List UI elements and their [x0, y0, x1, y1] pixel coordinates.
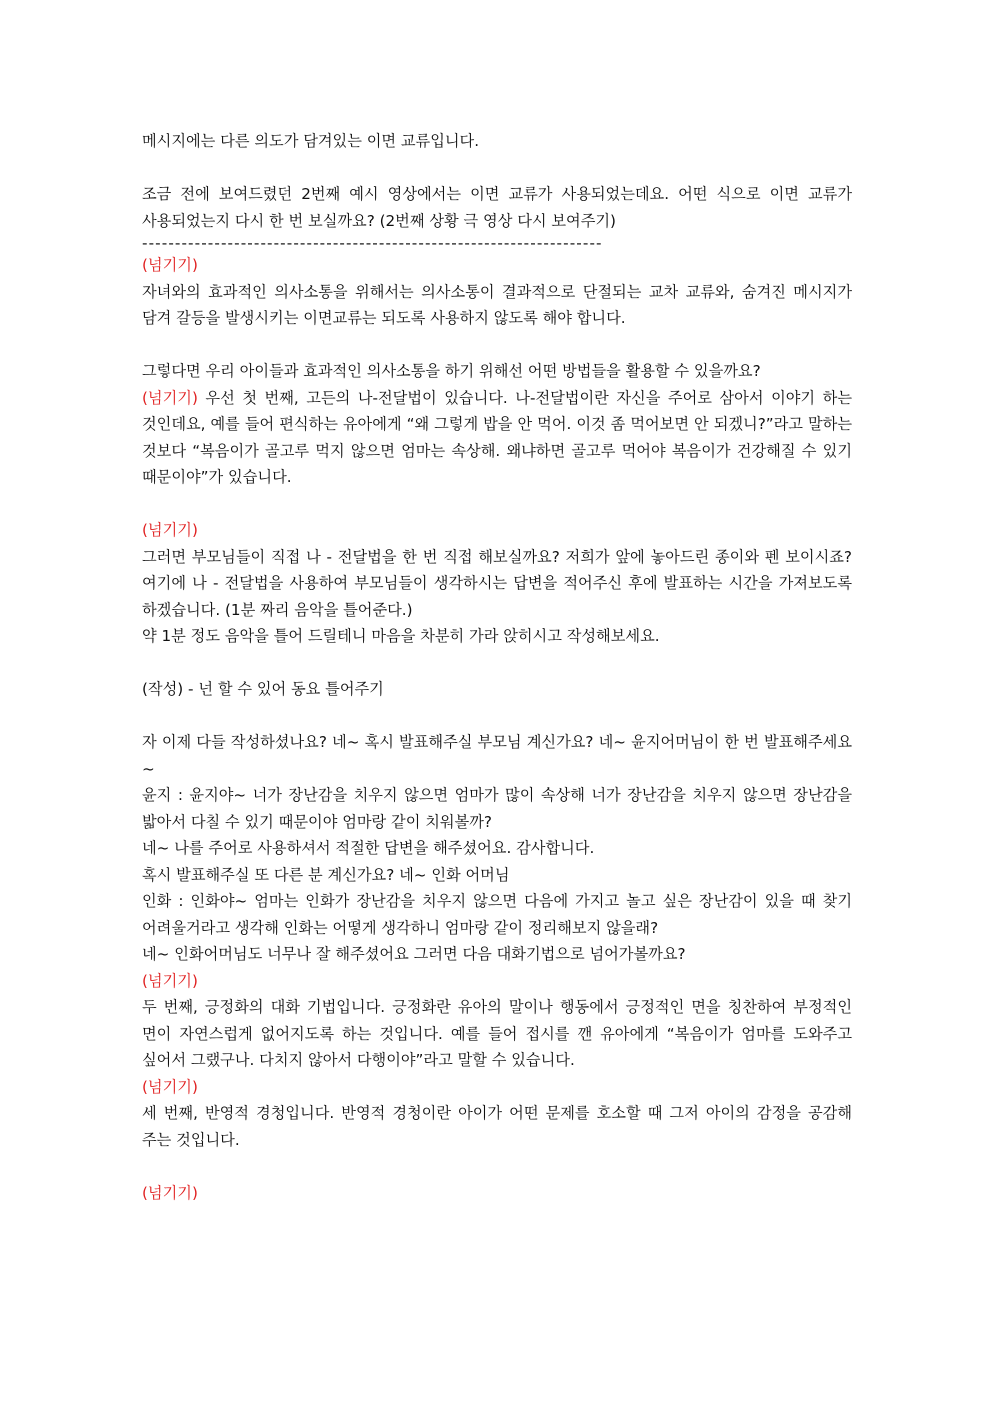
paragraph: 네~ 인화어머님도 너무나 잘 해주셨어요 그러면 다음 대화기법으로 넘어가볼까요?	[142, 945, 686, 963]
paragraph: 인화 : 인화야~ 엄마는 인화가 장난감을 치우지 않으면 다음에 가지고 놀고 싶은 장난감이 있을 때 찾기 어려울거라고 생각해 인화는 어떻게 생각하니 엄마랑 같이 정리해보지 않을래?	[142, 892, 852, 937]
paragraph: 혹시 발표해주실 또 다른 분 계신가요? 네~ 인화 어머님	[142, 865, 510, 884]
paragraph: 자녀와의 효과적인 의사소통을 위해서는 의사소통이 결과적으로 단절되는 교차 교류와, 숨겨진 메시지가 담겨 갈등을 발생시키는 이면교류는 되도록 사용하지 않도록 해야 합니다.	[142, 282, 852, 327]
slide-cue: (넘기기)	[142, 521, 198, 539]
paragraph	[142, 385, 852, 491]
paragraph: 자 이제 다들 작성하셨나요? 네~ 혹시 발표해주실 부모님 계신가요? 네~ 윤지어머님이 한 번 발표해주세요~	[142, 733, 852, 778]
divider-line: ----------------------------------------------------------------------	[142, 234, 603, 252]
paragraph: 네~ 나를 주어로 사용하셔서 적절한 답변을 해주셨어요. 감사합니다.	[142, 839, 595, 857]
slide-cue: (넘기기)	[142, 1183, 198, 1202]
slide-cue: (넘기기)	[142, 1077, 198, 1096]
paragraph: (작성) - 넌 할 수 있어 동요 틀어주기	[142, 680, 384, 698]
paragraph: 약 1분 정도 음악을 틀어 드릴테니 마음을 차분히 가라 앉히시고 작성해보세요.	[142, 627, 660, 645]
paragraph: 그렇다면 우리 아이들과 효과적인 의사소통을 하기 위해선 어떤 방법들을 활용할 수 있을까요?	[142, 362, 761, 380]
document-page	[142, 128, 852, 1206]
slide-cue: (넘기기)	[142, 971, 198, 990]
paragraph: 윤지 : 윤지야~ 너가 장난감을 치우지 않으면 엄마가 많이 속상해 너가 장난감을 치우지 않으면 장난감을 밟아서 다칠 수 있기 때문이야 엄마랑 같이 치워볼까?	[142, 786, 852, 831]
slide-cue: (넘기기)	[142, 388, 198, 407]
paragraph: 그러면 부모님들이 직접 나 - 전달법을 한 번 직접 해보실까요? 저희가 앞에 놓아드린 종이와 펜 보이시죠? 여기에 나 - 전달법을 사용하여 부모님들이 생각하시는 답변을 적어주신 후에 발표하는 시간을 가져보도록 하겠습니다. (1분 짜리 음악을 틀어준다.)	[142, 547, 852, 619]
paragraph: 세 번째, 반영적 경청입니다. 반영적 경청이란 아이가 어떤 문제를 호소할 때 그저 아이의 감정을 공감해 주는 것입니다.	[142, 1104, 852, 1149]
paragraph-text: 우선 첫 번째, 고든의 나-전달법이 있습니다. 나-전달법이란 자신을 주어로 삼아서 이야기 하는 것인데요, 예를 들어 편식하는 유아에게 “왜 그렇게 밥을 안 먹어. 이것 좀 먹어보면 안 되겠니?”라고 말하는 것보다 “복음이가 골고루 먹지 않으면 엄마는 속상해. 왜냐하면 골고루 먹어야 복음이가 건강해질 수 있기 때문이야”가 있습니다.	[142, 388, 852, 486]
paragraph: 두 번째, 긍정화의 대화 기법입니다. 긍정화란 유아의 말이나 행동에서 긍정적인 면을 칭찬하여 부정적인 면이 자연스럽게 없어지도록 하는 것입니다. 예를 들어 접시를 깬 유아에게 “복음이가 엄마를 도와주고 싶어서 그랬구나. 다치지 않아서 다행이야”라고 말할 수 있습니다.	[142, 998, 852, 1069]
slide-cue: (넘기기)	[142, 256, 198, 274]
paragraph: 메시지에는 다른 의도가 담겨있는 이면 교류입니다.	[142, 132, 480, 150]
paragraph: 조금 전에 보여드렸던 2번째 예시 영상에서는 이면 교류가 사용되었는데요. 어떤 식으로 이면 교류가 사용되었는지 다시 한 번 보실까요? (2번째 상황 극 영상 다시 보여주기)	[142, 185, 852, 230]
